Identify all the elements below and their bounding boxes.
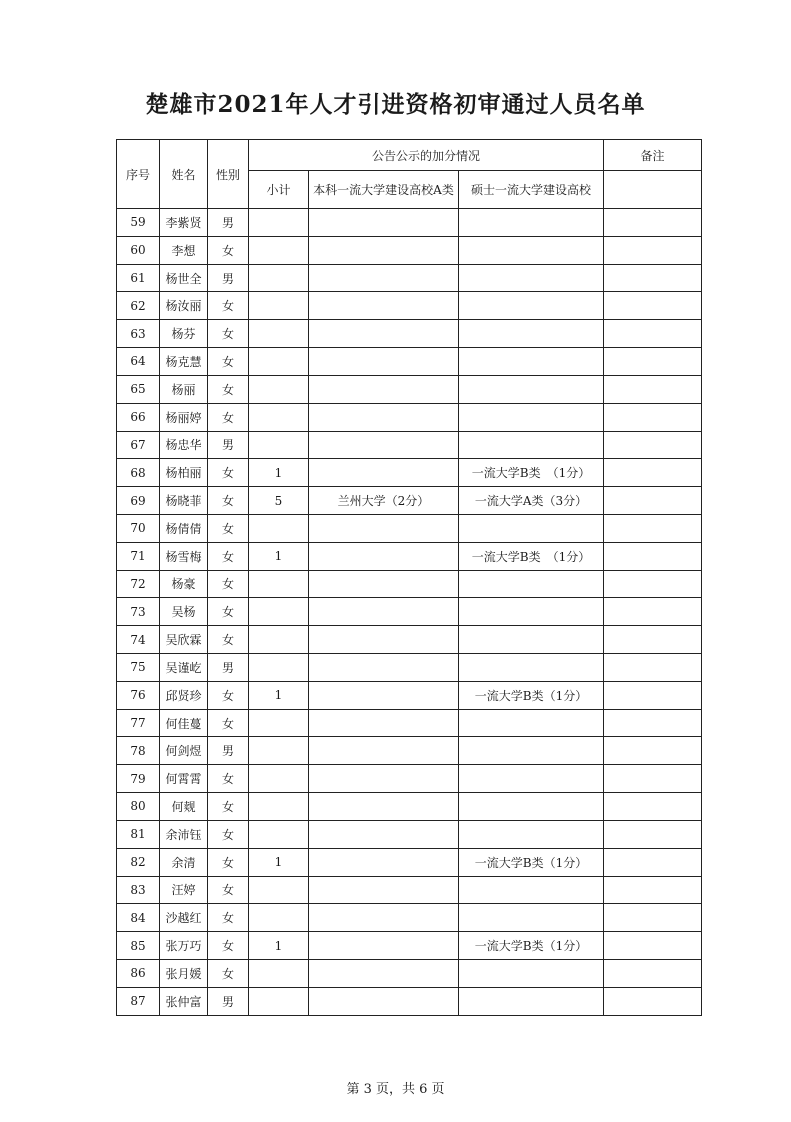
cell-no: 85 <box>117 932 160 960</box>
cell-subtotal: 1 <box>249 681 309 709</box>
table-row <box>117 348 702 376</box>
cell-remarks <box>604 793 702 821</box>
cell-undergrad <box>309 793 459 821</box>
header-gender: 性别 <box>208 140 249 209</box>
cell-master <box>459 876 604 904</box>
cell-subtotal <box>249 904 309 932</box>
cell-master <box>459 793 604 821</box>
table-row <box>117 959 702 987</box>
cell-master <box>459 431 604 459</box>
cell-gender: 男 <box>208 737 249 765</box>
cell-subtotal: 1 <box>249 542 309 570</box>
cell-no: 69 <box>117 487 160 515</box>
table-row <box>117 209 702 237</box>
cell-remarks <box>604 626 702 654</box>
cell-no: 73 <box>117 598 160 626</box>
cell-name: 张仲富 <box>160 987 208 1015</box>
cell-undergrad <box>309 987 459 1015</box>
cell-subtotal <box>249 348 309 376</box>
header-subtotal: 小计 <box>249 171 309 209</box>
cell-gender: 女 <box>208 542 249 570</box>
cell-undergrad <box>309 403 459 431</box>
table-row <box>117 320 702 348</box>
cell-name: 何霄霄 <box>160 765 208 793</box>
cell-remarks <box>604 292 702 320</box>
cell-gender: 女 <box>208 375 249 403</box>
cell-subtotal <box>249 987 309 1015</box>
cell-name: 杨晓菲 <box>160 487 208 515</box>
cell-name: 何佳蔓 <box>160 709 208 737</box>
cell-undergrad <box>309 959 459 987</box>
page-footer: 第 3 页，共 6 页 <box>346 1082 445 1097</box>
cell-name: 杨豪 <box>160 570 208 598</box>
cell-gender: 男 <box>208 987 249 1015</box>
cell-subtotal: 1 <box>249 459 309 487</box>
table-row <box>117 542 702 570</box>
cell-subtotal <box>249 403 309 431</box>
cell-undergrad <box>309 681 459 709</box>
cell-subtotal <box>249 626 309 654</box>
table-row <box>117 654 702 682</box>
table-row <box>117 820 702 848</box>
cell-name: 李想 <box>160 236 208 264</box>
cell-remarks <box>604 375 702 403</box>
cell-remarks <box>604 959 702 987</box>
cell-subtotal: 5 <box>249 487 309 515</box>
cell-remarks <box>604 654 702 682</box>
table-row <box>117 292 702 320</box>
cell-undergrad <box>309 654 459 682</box>
cell-name: 何剑煜 <box>160 737 208 765</box>
cell-gender: 女 <box>208 932 249 960</box>
cell-master <box>459 737 604 765</box>
cell-no: 62 <box>117 292 160 320</box>
cell-gender: 男 <box>208 431 249 459</box>
cell-gender: 女 <box>208 765 249 793</box>
cell-remarks <box>604 737 702 765</box>
cell-master <box>459 514 604 542</box>
header-undergrad: 本科一流大学建设高校A类 <box>309 171 459 209</box>
cell-subtotal <box>249 292 309 320</box>
cell-undergrad <box>309 709 459 737</box>
cell-master: 一流大学B类（1分） <box>459 848 604 876</box>
cell-name: 杨柏丽 <box>160 459 208 487</box>
cell-master <box>459 209 604 237</box>
cell-name: 杨克慧 <box>160 348 208 376</box>
cell-subtotal: 1 <box>249 932 309 960</box>
cell-remarks <box>604 904 702 932</box>
cell-master <box>459 292 604 320</box>
cell-name: 邱贤珍 <box>160 681 208 709</box>
cell-remarks <box>604 542 702 570</box>
table-body <box>117 209 702 1016</box>
cell-name: 李紫贤 <box>160 209 208 237</box>
cell-subtotal <box>249 765 309 793</box>
cell-undergrad <box>309 570 459 598</box>
cell-no: 81 <box>117 820 160 848</box>
cell-subtotal <box>249 375 309 403</box>
table-row <box>117 737 702 765</box>
cell-subtotal <box>249 793 309 821</box>
cell-remarks <box>604 348 702 376</box>
cell-name: 杨世全 <box>160 264 208 292</box>
cell-gender: 男 <box>208 264 249 292</box>
cell-master <box>459 820 604 848</box>
cell-name: 沙越红 <box>160 904 208 932</box>
cell-subtotal: 1 <box>249 848 309 876</box>
table-row <box>117 598 702 626</box>
header-row-1 <box>117 140 702 171</box>
cell-no: 79 <box>117 765 160 793</box>
cell-undergrad: 兰州大学（2分） <box>309 487 459 515</box>
cell-subtotal <box>249 654 309 682</box>
cell-name: 余沛钰 <box>160 820 208 848</box>
cell-undergrad <box>309 904 459 932</box>
cell-master <box>459 904 604 932</box>
cell-master <box>459 598 604 626</box>
header-no: 序号 <box>117 140 160 209</box>
cell-master <box>459 236 604 264</box>
cell-name: 杨丽 <box>160 375 208 403</box>
cell-no: 64 <box>117 348 160 376</box>
cell-master <box>459 264 604 292</box>
cell-name: 杨雪梅 <box>160 542 208 570</box>
cell-no: 70 <box>117 514 160 542</box>
table-row <box>117 876 702 904</box>
cell-subtotal <box>249 236 309 264</box>
cell-remarks <box>604 403 702 431</box>
cell-gender: 女 <box>208 403 249 431</box>
table-row <box>117 848 702 876</box>
cell-undergrad <box>309 375 459 403</box>
cell-name: 杨丽婷 <box>160 403 208 431</box>
header-remarks: 备注 <box>604 140 702 171</box>
cell-undergrad <box>309 431 459 459</box>
cell-undergrad <box>309 348 459 376</box>
cell-undergrad <box>309 292 459 320</box>
cell-name: 张万巧 <box>160 932 208 960</box>
cell-subtotal <box>249 876 309 904</box>
cell-gender: 女 <box>208 709 249 737</box>
cell-master <box>459 765 604 793</box>
cell-gender: 女 <box>208 459 249 487</box>
table-row <box>117 681 702 709</box>
cell-subtotal <box>249 959 309 987</box>
cell-master <box>459 959 604 987</box>
cell-no: 82 <box>117 848 160 876</box>
cell-name: 杨忠华 <box>160 431 208 459</box>
cell-master <box>459 348 604 376</box>
cell-name: 吴谨屹 <box>160 654 208 682</box>
cell-gender: 女 <box>208 320 249 348</box>
cell-gender: 女 <box>208 848 249 876</box>
cell-name: 杨芬 <box>160 320 208 348</box>
cell-gender: 女 <box>208 487 249 515</box>
cell-no: 75 <box>117 654 160 682</box>
cell-no: 66 <box>117 403 160 431</box>
header-master: 硕士一流大学建设高校 <box>459 171 604 209</box>
header-remarks-blank <box>604 171 702 209</box>
table-row <box>117 264 702 292</box>
cell-no: 71 <box>117 542 160 570</box>
cell-subtotal <box>249 598 309 626</box>
cell-no: 87 <box>117 987 160 1015</box>
cell-subtotal <box>249 514 309 542</box>
cell-name: 吴杨 <box>160 598 208 626</box>
cell-no: 84 <box>117 904 160 932</box>
cell-remarks <box>604 848 702 876</box>
cell-master: 一流大学B类 （1分） <box>459 459 604 487</box>
cell-undergrad <box>309 820 459 848</box>
cell-no: 77 <box>117 709 160 737</box>
cell-no: 86 <box>117 959 160 987</box>
cell-gender: 女 <box>208 236 249 264</box>
cell-master <box>459 403 604 431</box>
cell-gender: 男 <box>208 209 249 237</box>
cell-remarks <box>604 431 702 459</box>
cell-master: 一流大学B类（1分） <box>459 932 604 960</box>
document-title: 楚雄市2021年人才引进资格初审通过人员名单 <box>145 91 646 118</box>
cell-remarks <box>604 459 702 487</box>
cell-no: 78 <box>117 737 160 765</box>
cell-undergrad <box>309 626 459 654</box>
cell-subtotal <box>249 431 309 459</box>
table-row <box>117 570 702 598</box>
cell-gender: 女 <box>208 348 249 376</box>
cell-gender: 女 <box>208 626 249 654</box>
cell-no: 67 <box>117 431 160 459</box>
cell-remarks <box>604 514 702 542</box>
cell-master: 一流大学B类 （1分） <box>459 542 604 570</box>
cell-subtotal <box>249 709 309 737</box>
cell-undergrad <box>309 236 459 264</box>
cell-undergrad <box>309 765 459 793</box>
table-row <box>117 904 702 932</box>
cell-name: 汪婷 <box>160 876 208 904</box>
cell-remarks <box>604 932 702 960</box>
cell-name: 吴欣霖 <box>160 626 208 654</box>
cell-subtotal <box>249 570 309 598</box>
cell-remarks <box>604 209 702 237</box>
cell-name: 杨倩倩 <box>160 514 208 542</box>
cell-gender: 女 <box>208 959 249 987</box>
table-row <box>117 932 702 960</box>
cell-no: 59 <box>117 209 160 237</box>
cell-master: 一流大学A类（3分） <box>459 487 604 515</box>
header-name: 姓名 <box>160 140 208 209</box>
cell-no: 76 <box>117 681 160 709</box>
cell-remarks <box>604 570 702 598</box>
cell-master <box>459 375 604 403</box>
cell-remarks <box>604 765 702 793</box>
cell-gender: 女 <box>208 598 249 626</box>
cell-remarks <box>604 876 702 904</box>
table-row <box>117 487 702 515</box>
cell-remarks <box>604 320 702 348</box>
table-row <box>117 459 702 487</box>
cell-remarks <box>604 264 702 292</box>
table-row <box>117 987 702 1015</box>
candidate-table <box>116 139 702 1016</box>
table-row <box>117 431 702 459</box>
cell-master <box>459 987 604 1015</box>
cell-gender: 女 <box>208 793 249 821</box>
cell-name: 杨汝丽 <box>160 292 208 320</box>
cell-subtotal <box>249 320 309 348</box>
table-row <box>117 236 702 264</box>
cell-no: 63 <box>117 320 160 348</box>
cell-gender: 女 <box>208 904 249 932</box>
header-bonus-group: 公告公示的加分情况 <box>249 140 604 171</box>
cell-gender: 女 <box>208 292 249 320</box>
cell-undergrad <box>309 848 459 876</box>
cell-no: 83 <box>117 876 160 904</box>
cell-no: 74 <box>117 626 160 654</box>
cell-undergrad <box>309 876 459 904</box>
cell-remarks <box>604 987 702 1015</box>
cell-no: 60 <box>117 236 160 264</box>
table-row <box>117 709 702 737</box>
cell-undergrad <box>309 598 459 626</box>
cell-remarks <box>604 598 702 626</box>
cell-gender: 女 <box>208 820 249 848</box>
cell-master <box>459 709 604 737</box>
cell-remarks <box>604 487 702 515</box>
cell-undergrad <box>309 737 459 765</box>
cell-undergrad <box>309 459 459 487</box>
table-row <box>117 765 702 793</box>
cell-no: 80 <box>117 793 160 821</box>
cell-name: 余清 <box>160 848 208 876</box>
cell-gender: 女 <box>208 514 249 542</box>
cell-master: 一流大学B类（1分） <box>459 681 604 709</box>
cell-gender: 女 <box>208 570 249 598</box>
cell-subtotal <box>249 737 309 765</box>
cell-undergrad <box>309 932 459 960</box>
table-row <box>117 626 702 654</box>
cell-name: 张月媛 <box>160 959 208 987</box>
cell-gender: 女 <box>208 876 249 904</box>
table-row <box>117 514 702 542</box>
cell-undergrad <box>309 320 459 348</box>
cell-master <box>459 570 604 598</box>
cell-no: 65 <box>117 375 160 403</box>
cell-undergrad <box>309 542 459 570</box>
cell-remarks <box>604 820 702 848</box>
cell-gender: 女 <box>208 681 249 709</box>
cell-no: 72 <box>117 570 160 598</box>
cell-remarks <box>604 681 702 709</box>
cell-remarks <box>604 709 702 737</box>
cell-no: 61 <box>117 264 160 292</box>
table-row <box>117 793 702 821</box>
cell-name: 何觌 <box>160 793 208 821</box>
cell-subtotal <box>249 264 309 292</box>
table-row <box>117 375 702 403</box>
cell-remarks <box>604 236 702 264</box>
cell-no: 68 <box>117 459 160 487</box>
cell-master <box>459 320 604 348</box>
cell-subtotal <box>249 209 309 237</box>
cell-undergrad <box>309 264 459 292</box>
cell-master <box>459 654 604 682</box>
table-row <box>117 403 702 431</box>
cell-undergrad <box>309 209 459 237</box>
cell-undergrad <box>309 514 459 542</box>
cell-master <box>459 626 604 654</box>
cell-gender: 男 <box>208 654 249 682</box>
cell-subtotal <box>249 820 309 848</box>
